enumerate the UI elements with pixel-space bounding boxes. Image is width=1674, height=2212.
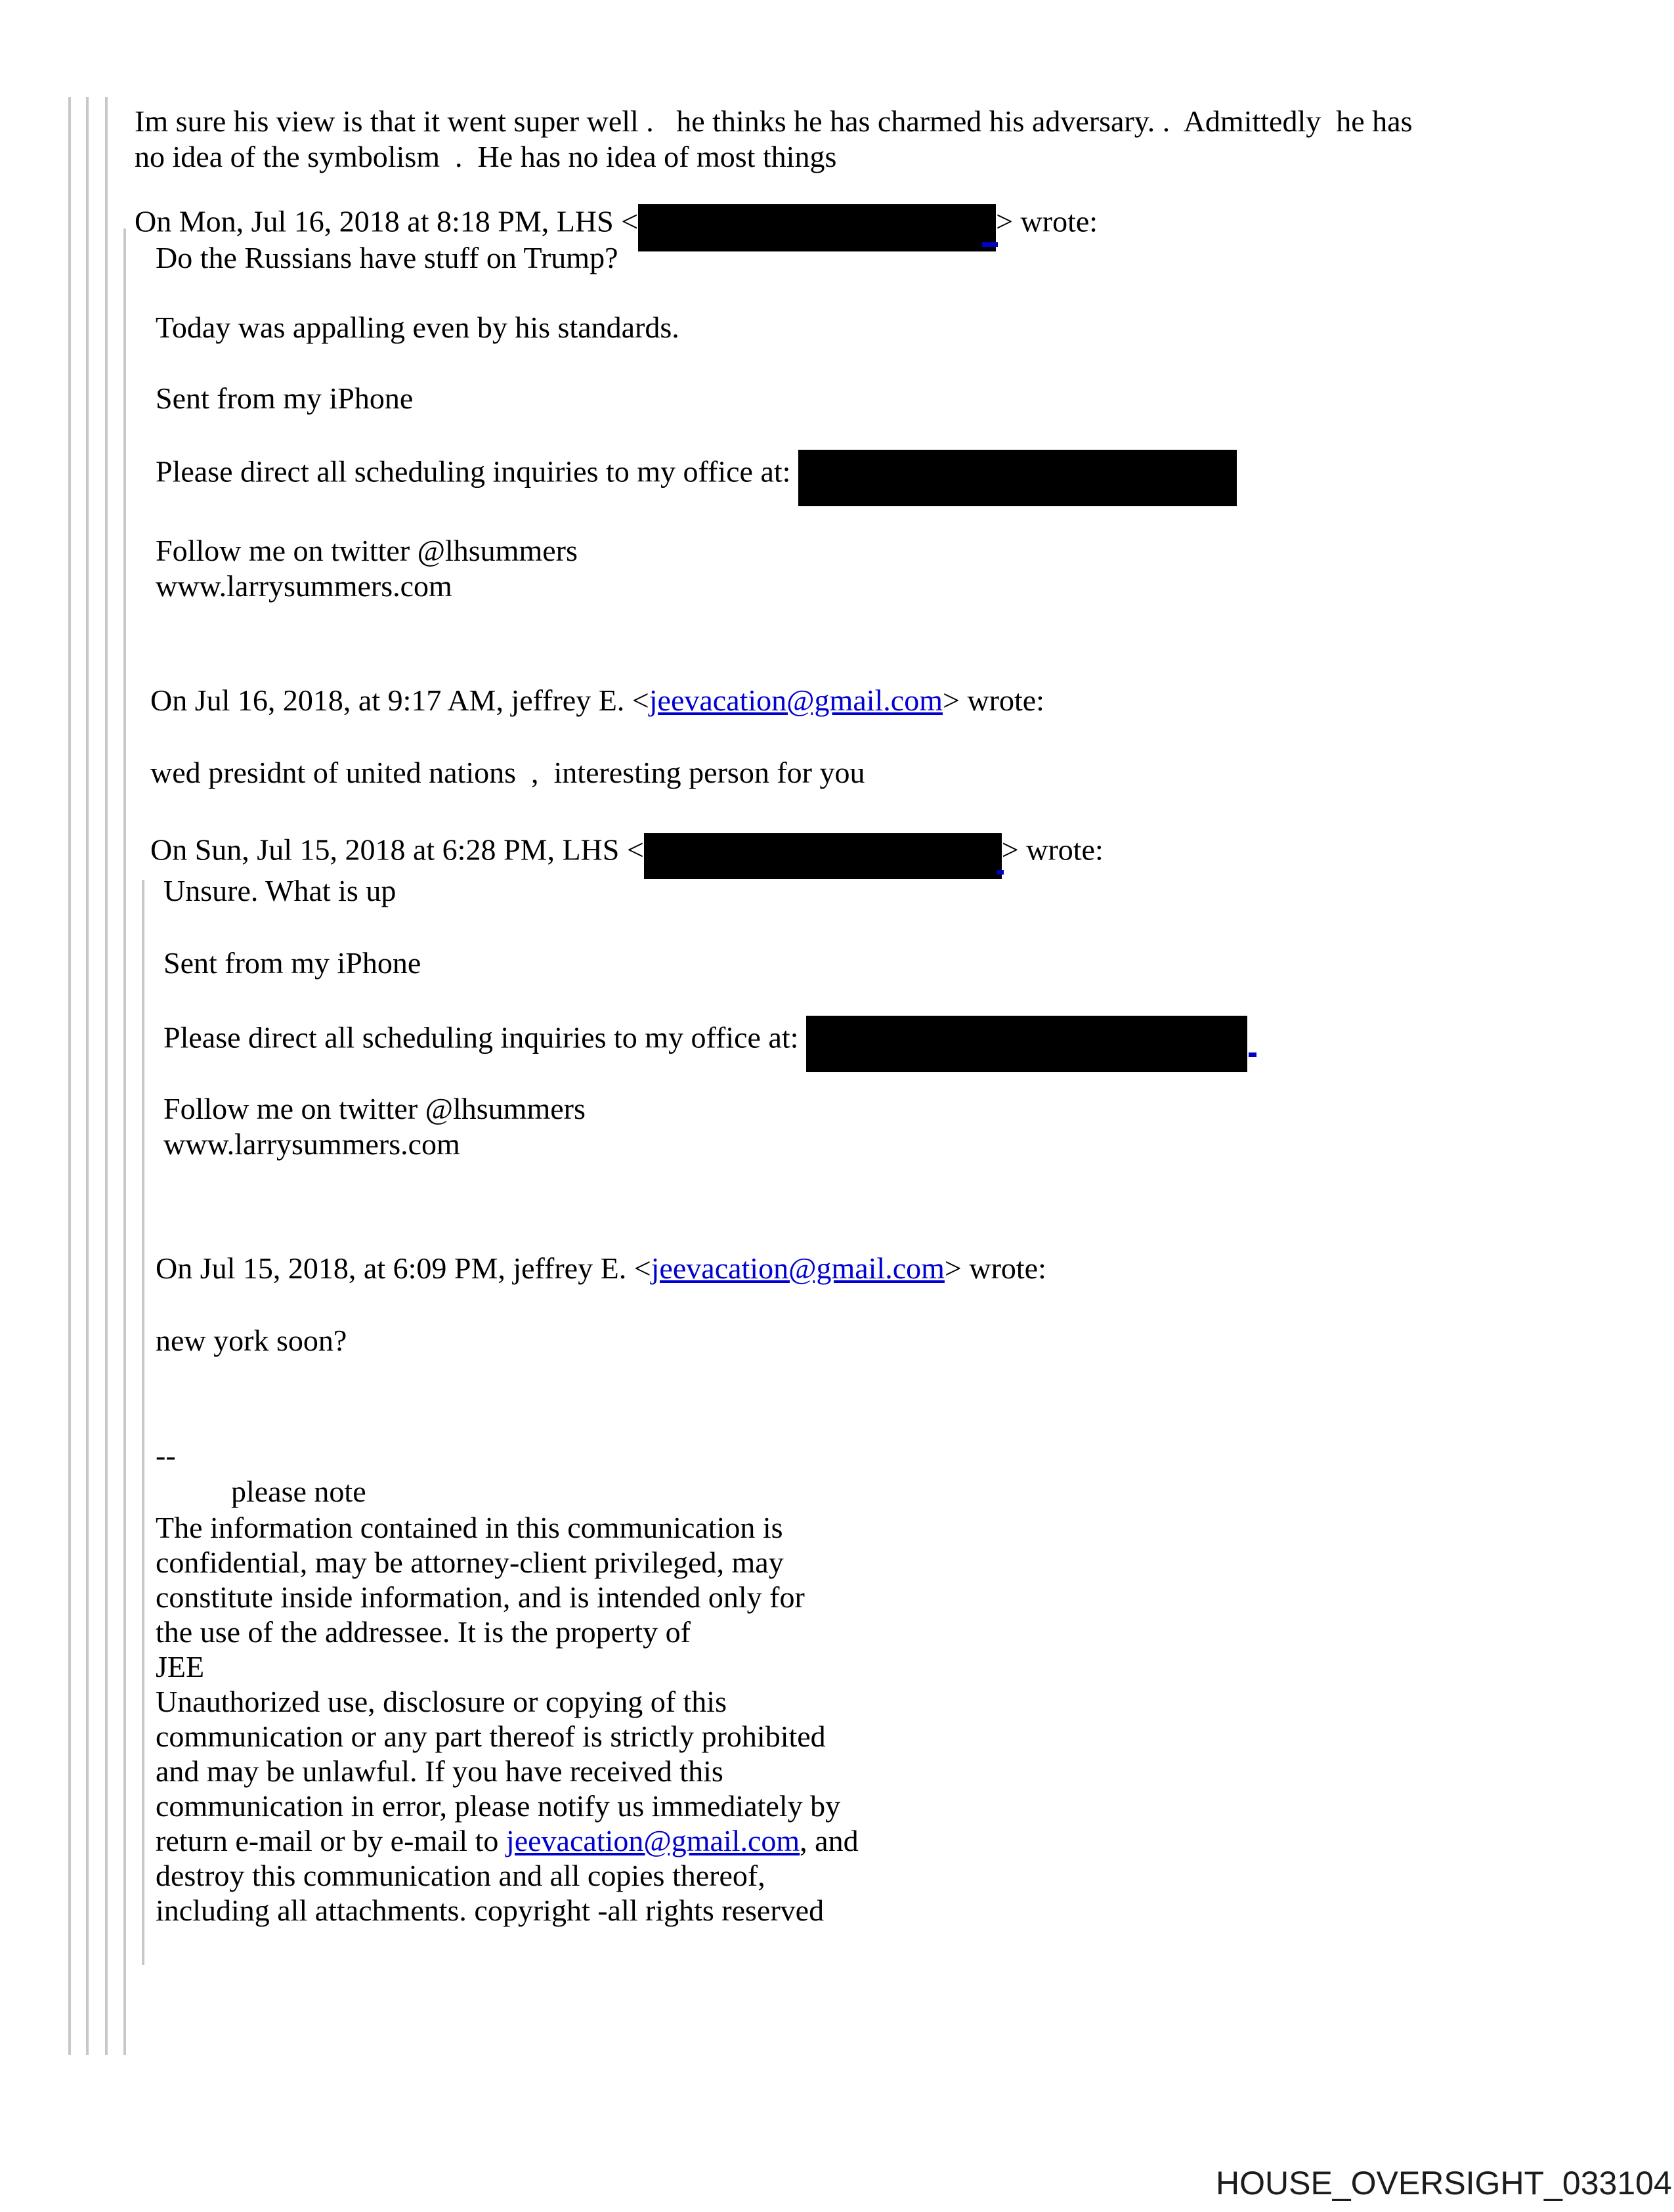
msg3-sig-scheduling — [163, 1012, 1256, 1069]
attribution-msg1-prefix: On Mon, Jul 16, 2018 at 8:18 PM, LHS < — [135, 204, 639, 238]
disclaimer-line: and may be unlawful. If you have received this — [156, 1754, 723, 1788]
msg1-scheduling-text: Please direct all scheduling inquiries to my office at: — [156, 454, 791, 488]
attribution-msg2-suffix: > wrote: — [943, 683, 1044, 717]
link-remnant — [997, 870, 1004, 875]
redacted-phone-bar — [798, 450, 1237, 506]
disclaimer-line: confidential, may be attorney-client privileged, may — [156, 1546, 784, 1579]
disclaimer-note: please note — [231, 1475, 366, 1508]
msg3-sig-twitter: Follow me on twitter @lhsummers — [163, 1092, 586, 1125]
disclaimer-block — [156, 1510, 859, 1928]
quote-bar-level-2 — [86, 97, 89, 2055]
attribution-msg2-prefix: On Jul 16, 2018, at 9:17 AM, jeffrey E. < — [150, 683, 649, 717]
attribution-msg3 — [150, 830, 1104, 876]
attribution-msg4-suffix: > wrote: — [944, 1251, 1046, 1285]
msg2-body-line-1: wed presidnt of united nations , interesting person for you — [150, 756, 865, 789]
disclaimer-link-line — [156, 1823, 859, 1858]
msg1-sig-sent-from-iphone: Sent from my iPhone — [156, 381, 414, 415]
spacer — [790, 455, 798, 488]
email-link-jeevacation[interactable]: jeevacation@gmail.com — [649, 683, 943, 717]
disclaimer-line: communication in error, please notify us immediately by — [156, 1789, 841, 1823]
link-remnant-dot — [1249, 1052, 1256, 1057]
attribution-msg1-suffix: > wrote: — [996, 204, 1098, 238]
msg3-body-line-1: Unsure. What is up — [163, 874, 397, 907]
disclaimer-line: Unauthorized use, disclosure or copying of this — [156, 1685, 727, 1718]
quote-bar-level-4 — [123, 228, 126, 2055]
disclaimer-line: constitute inside information, and is intended only for — [156, 1580, 805, 1614]
quote-bar-level-5 — [142, 880, 144, 1965]
email-link-jeevacation[interactable]: jeevacation@gmail.com — [505, 1824, 800, 1857]
msg1-body-line-2: Today was appalling even by his standards. — [156, 311, 679, 344]
bates-number: HOUSE_OVERSIGHT_033104 — [1216, 2165, 1672, 2201]
signature-divider: -- — [156, 1439, 176, 1472]
msg3-sig-sent-from-iphone: Sent from my iPhone — [163, 946, 421, 980]
disclaimer-link-prefix: return e-mail or by e-mail to — [156, 1824, 506, 1857]
msg1-sig-twitter: Follow me on twitter @lhsummers — [156, 534, 578, 567]
quote-bar-level-3 — [105, 97, 108, 2055]
attribution-msg2 — [150, 683, 1044, 718]
redacted-email-bar — [638, 204, 996, 251]
msg4-body-line-1: new york soon? — [156, 1324, 347, 1357]
attribution-msg4 — [156, 1251, 1046, 1286]
attribution-msg3-prefix: On Sun, Jul 15, 2018 at 6:28 PM, LHS < — [150, 833, 644, 867]
attribution-msg4-prefix: On Jul 15, 2018, at 6:09 PM, jeffrey E. < — [156, 1251, 651, 1285]
spacer — [798, 1021, 806, 1054]
quote-bar-level-1 — [68, 97, 71, 2055]
msg3-sig-website: www.larrysummers.com — [163, 1127, 460, 1161]
msg1-sig-scheduling — [156, 446, 1237, 503]
redacted-phone-bar — [806, 1016, 1247, 1072]
reply-text-line-1: Im sure his view is that it went super well . he thinks he has charmed his adversary. . Admittedly he has — [135, 104, 1413, 138]
disclaimer-line: destroy this communication and all copies thereof, — [156, 1859, 765, 1892]
disclaimer-line: JEE — [156, 1650, 205, 1683]
disclaimer-line: communication or any part thereof is strictly prohibited — [156, 1720, 826, 1753]
email-link-jeevacation[interactable]: jeevacation@gmail.com — [651, 1251, 945, 1285]
msg3-scheduling-text: Please direct all scheduling inquiries to my office at: — [163, 1020, 799, 1054]
disclaimer-link-suffix: , and — [800, 1824, 859, 1857]
msg1-sig-website: www.larrysummers.com — [156, 569, 452, 603]
link-remnant — [982, 242, 998, 247]
disclaimer-line: the use of the addressee. It is the property of — [156, 1615, 691, 1649]
disclaimer-line: The information contained in this communication is — [156, 1511, 783, 1544]
reply-text-line-2: no idea of the symbolism . He has no idea of most things — [135, 140, 837, 173]
disclaimer-line: including all attachments. copyright -all rights reserved — [156, 1894, 825, 1927]
redacted-email-bar — [644, 833, 1002, 879]
attribution-msg3-suffix: > wrote: — [1001, 833, 1104, 867]
msg1-body-line-1: Do the Russians have stuff on Trump? — [156, 241, 618, 274]
